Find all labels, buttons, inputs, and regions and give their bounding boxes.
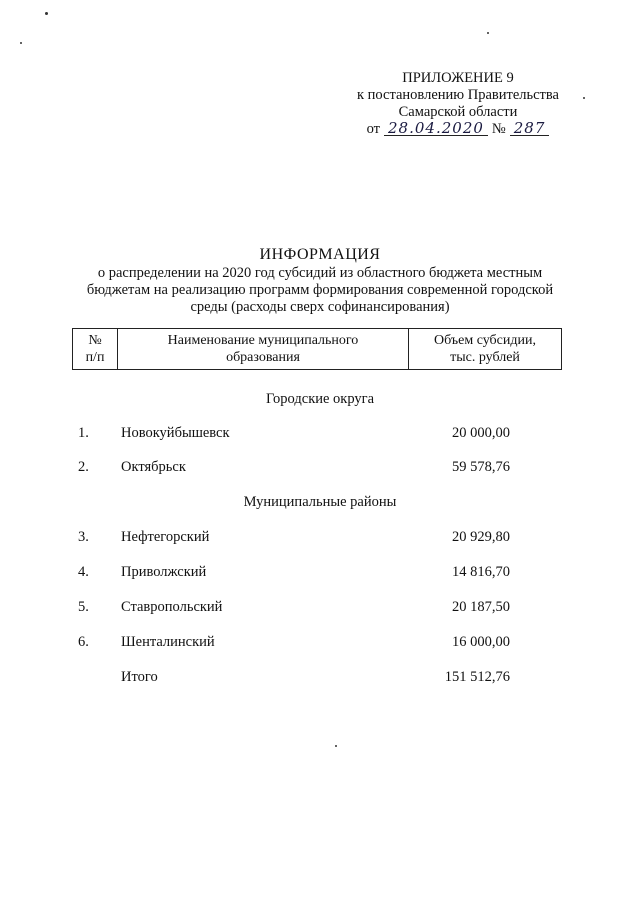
annex-line2: Самарской области	[398, 104, 518, 120]
annex-line1: к постановлению Правительства	[357, 87, 559, 103]
table-row	[0, 459, 640, 477]
scan-speck	[20, 42, 22, 44]
annex-title: ПРИЛОЖЕНИЕ 9	[402, 70, 514, 86]
table-row	[0, 599, 640, 617]
row-number: 3.	[78, 529, 89, 545]
scan-speck	[45, 12, 48, 15]
annex-block	[340, 70, 576, 138]
title-block	[60, 246, 580, 316]
row-number: 6.	[78, 634, 89, 650]
annex-reference	[340, 121, 576, 138]
row-name: Приволжский	[121, 564, 207, 580]
table-row	[0, 425, 640, 443]
table-row	[0, 529, 640, 547]
row-amount: 20 929,80	[452, 529, 510, 545]
row-name: Октябрьск	[121, 459, 186, 475]
row-amount: 20 000,00	[452, 425, 510, 441]
table-header	[72, 328, 562, 370]
header-name-line1: Наименование муниципального	[167, 333, 359, 348]
row-name: Ставропольский	[121, 599, 223, 615]
header-num-cell	[73, 329, 118, 370]
document-title: ИНФОРМАЦИЯ	[259, 246, 381, 263]
header-amount-line1: Объем субсидии,	[434, 333, 536, 348]
header-name-line2: образования	[226, 350, 300, 365]
section-title-city-districts: Городские округа	[265, 391, 375, 407]
header-amount-cell	[409, 329, 562, 370]
header-amount-line2: тыс. рублей	[450, 350, 520, 365]
total-row	[0, 669, 640, 687]
row-amount: 20 187,50	[452, 599, 510, 615]
row-name: Нефтегорский	[121, 529, 210, 545]
row-amount: 59 578,76	[452, 459, 510, 475]
number-prefix: №	[491, 121, 506, 137]
total-label: Итого	[121, 669, 158, 685]
header-num-line1: №	[88, 333, 102, 348]
scan-speck	[583, 97, 585, 99]
row-number: 2.	[78, 459, 89, 475]
row-amount: 16 000,00	[452, 634, 510, 650]
row-name: Новокуйбышевск	[121, 425, 230, 441]
handwritten-number: 287	[510, 121, 550, 136]
row-name: Шенталинский	[121, 634, 215, 650]
scan-speck	[487, 32, 489, 34]
header-num-line2: п/п	[85, 350, 105, 365]
table-row	[0, 564, 640, 582]
table-row	[0, 634, 640, 652]
date-prefix: от	[366, 121, 381, 137]
row-number: 4.	[78, 564, 89, 580]
handwritten-date: 28.04.2020	[384, 121, 488, 136]
header-name-cell	[118, 329, 409, 370]
row-number: 1.	[78, 425, 89, 441]
scan-speck	[335, 745, 337, 747]
row-amount: 14 816,70	[452, 564, 510, 580]
subtitle-line: бюджетам на реализацию программ формирования современной городской	[86, 282, 554, 298]
total-amount: 151 512,76	[444, 669, 510, 685]
table-header-row	[73, 329, 562, 370]
subtitle-line: о распределении на 2020 год субсидий из областного бюджета местным	[97, 265, 543, 281]
subtitle-line: среды (расходы сверх софинансирования)	[190, 299, 450, 315]
row-number: 5.	[78, 599, 89, 615]
section-title-municipal-districts: Муниципальные районы	[243, 494, 397, 510]
